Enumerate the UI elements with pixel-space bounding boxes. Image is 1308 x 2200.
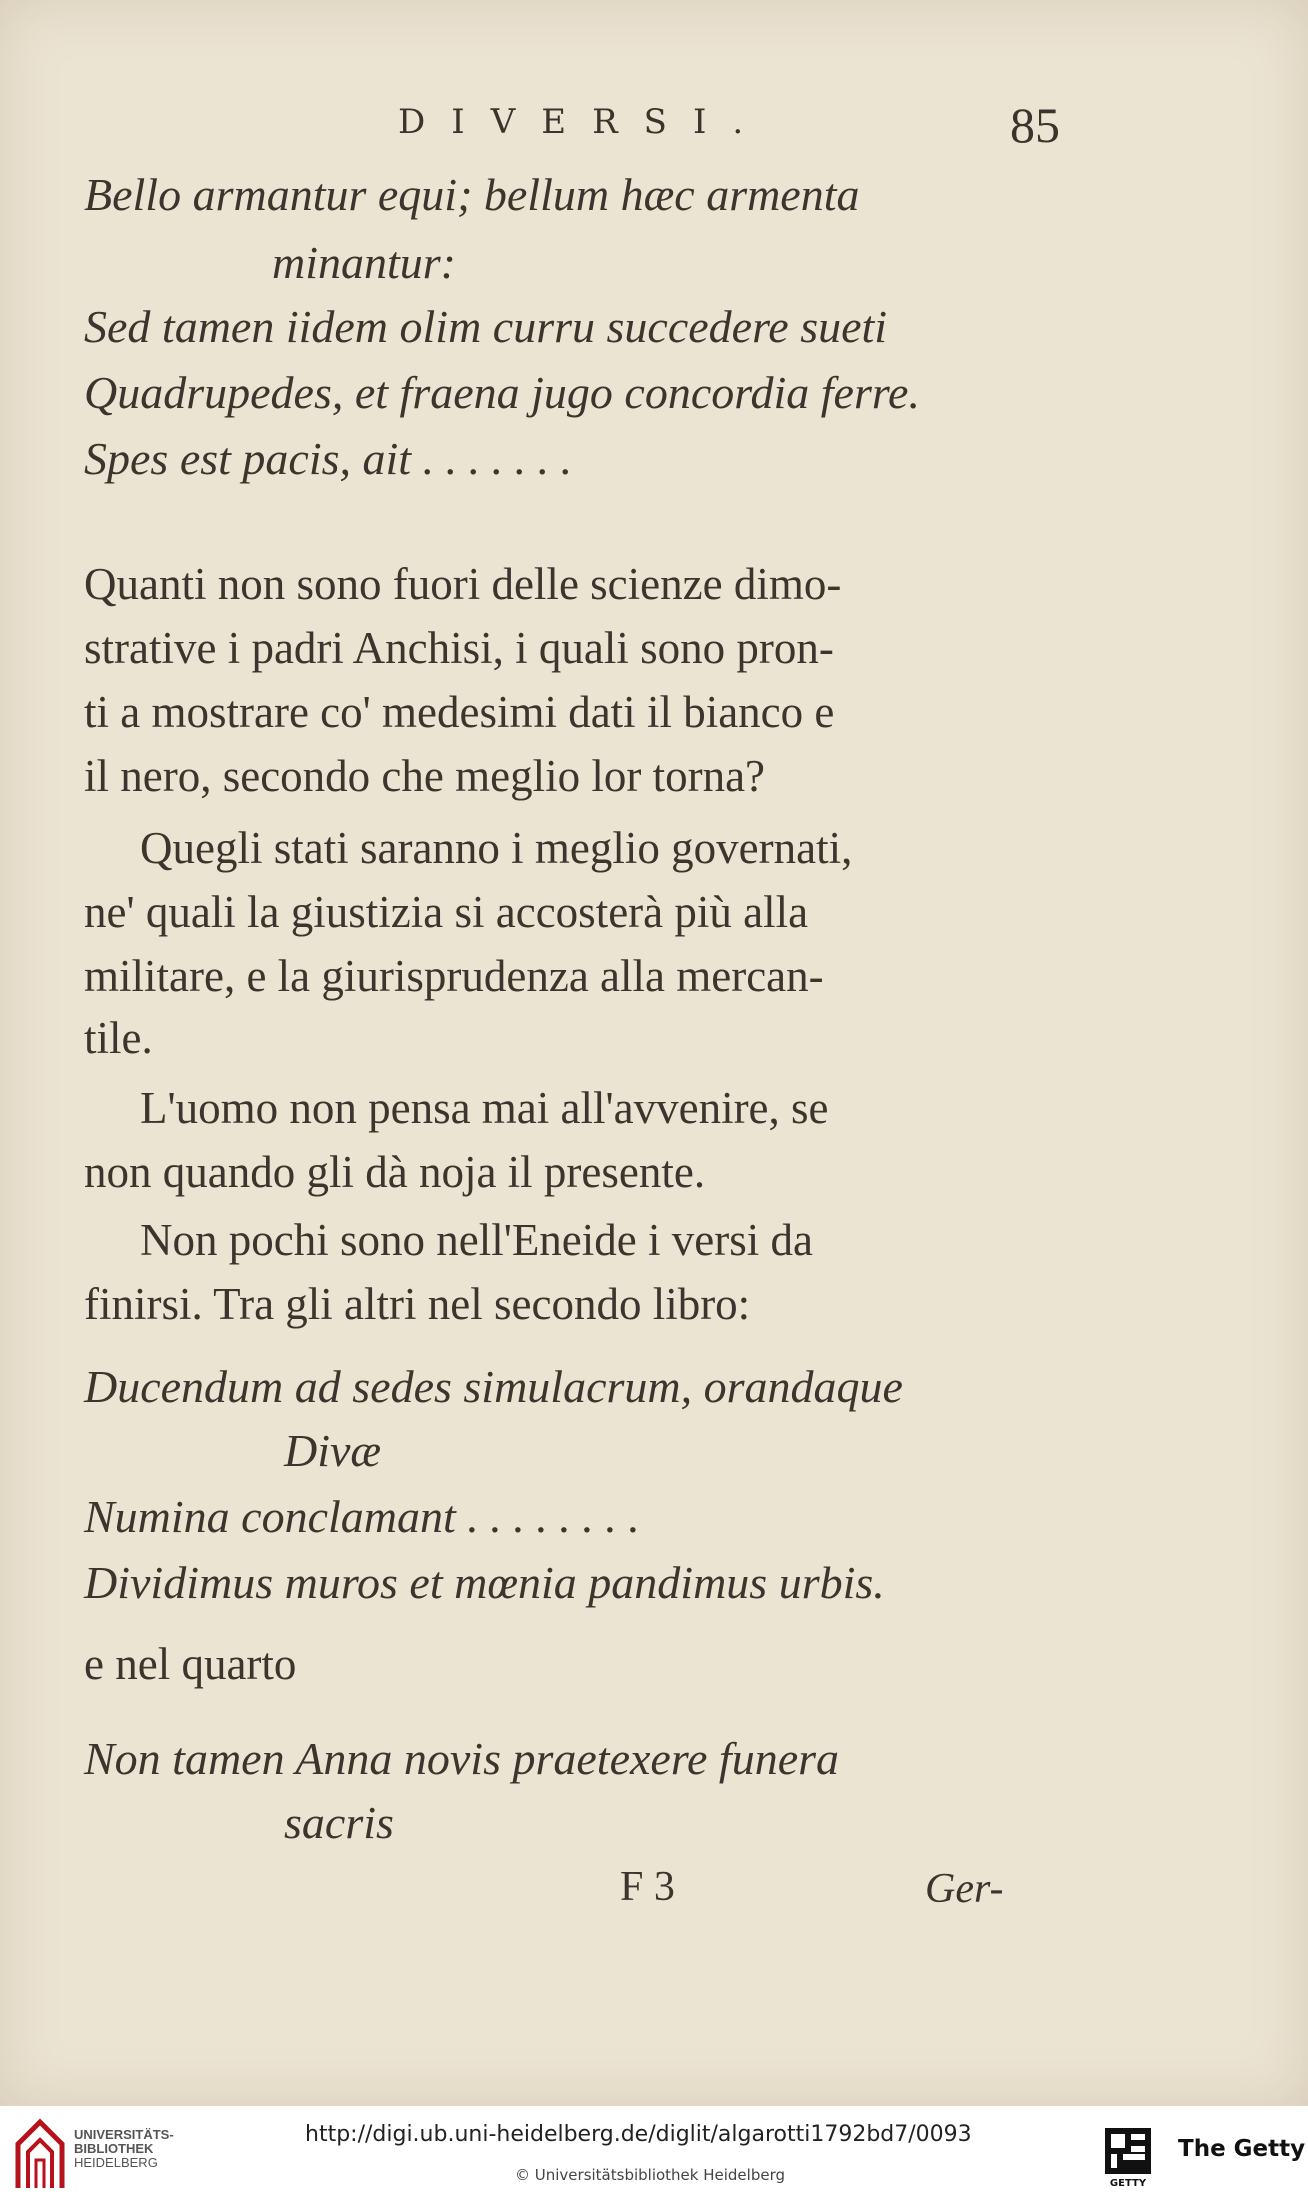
text-line: Divæ bbox=[284, 1425, 382, 1476]
text-line: Dividimus muros et mœnia pandimus urbis. bbox=[84, 1557, 885, 1608]
library-name: UNIVERSITÄTS- BIBLIOTHEK HEIDELBERG bbox=[74, 2127, 174, 2170]
text-line: Ducendum ad sedes simulacrum, orandaque bbox=[84, 1361, 903, 1412]
signature-mark: F 3 bbox=[620, 1864, 675, 1910]
text-line: militare, e la giurisprudenza alla mercan- bbox=[84, 951, 824, 1001]
text-line: strative i padri Anchisi, i quali sono pron- bbox=[84, 623, 834, 673]
text-line: Numina conclamant . . . . . . . . bbox=[84, 1491, 640, 1542]
getty-name: The Getty bbox=[1178, 2136, 1306, 2162]
university-library-logo-icon bbox=[14, 2114, 66, 2192]
text-line: Quanti non sono fuori delle scienze dimo- bbox=[84, 559, 842, 609]
catchword: Ger- bbox=[925, 1866, 1004, 1912]
copyright-notice: © Universitätsbibliothek Heidelberg bbox=[515, 2166, 786, 2184]
text-line: il nero, secondo che meglio lor torna? bbox=[84, 751, 766, 801]
getty-logo-icon bbox=[1103, 2126, 1153, 2190]
text-line: Spes est pacis, ait . . . . . . . bbox=[84, 433, 573, 484]
text-line: e nel quarto bbox=[84, 1639, 297, 1689]
page-number: 85 bbox=[1010, 97, 1060, 153]
text-line: tile. bbox=[84, 1013, 153, 1063]
text-line: non quando gli dà noja il presente. bbox=[84, 1147, 706, 1197]
text-line: ne' quali la giustizia si accosterà più alla bbox=[84, 887, 809, 937]
text-line: Sed tamen iidem olim curru succedere sueti bbox=[84, 301, 888, 352]
text-line: Non pochi sono nell'Eneide i versi da bbox=[140, 1215, 813, 1265]
svg-text:GETTY: GETTY bbox=[1109, 2178, 1147, 2189]
running-head: DIVERSI. bbox=[398, 102, 770, 142]
footer bbox=[0, 2106, 1308, 2200]
text-line: Quadrupedes, et fraena jugo concordia ferre. bbox=[84, 367, 920, 418]
text-line: L'uomo non pensa mai all'avvenire, se bbox=[140, 1083, 829, 1133]
text-line: Quegli stati saranno i meglio governati, bbox=[140, 823, 853, 873]
text-line: minantur: bbox=[272, 237, 456, 288]
text-line: Non tamen Anna novis praetexere funera bbox=[84, 1733, 840, 1784]
text-line: ti a mostrare co' medesimi dati il bianco e bbox=[84, 687, 835, 737]
text-line: sacris bbox=[284, 1797, 394, 1848]
text-line: Bello armantur equi; bellum hæc armenta bbox=[84, 169, 860, 220]
source-url[interactable]: http://digi.ub.uni-heidelberg.de/diglit/algarotti1792bd7/0093 bbox=[305, 2122, 972, 2147]
text-line: finirsi. Tra gli altri nel secondo libro: bbox=[84, 1279, 751, 1329]
